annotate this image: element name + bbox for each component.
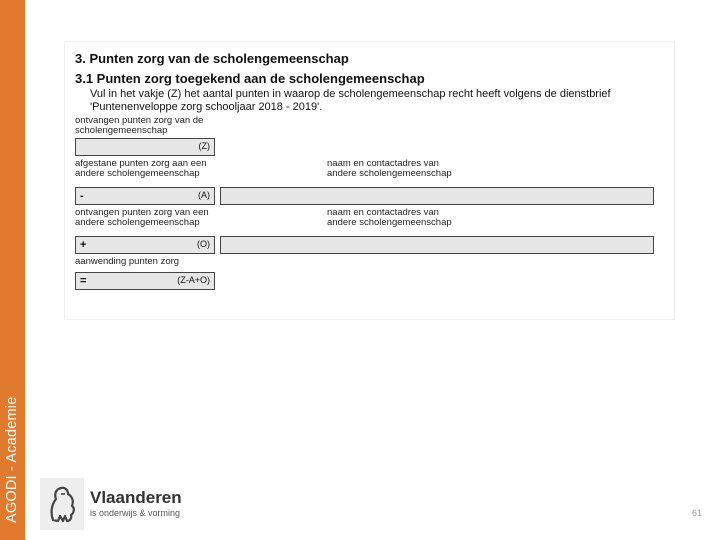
logo-subtitle: is onderwijs & vorming xyxy=(90,508,181,518)
row-total-code: (Z-A+O) xyxy=(177,275,210,285)
field-total[interactable] xyxy=(75,272,215,290)
row-a-right-label: naam en contactadres van andere scholengemeenschap xyxy=(327,158,452,179)
row-a-symbol: - xyxy=(80,190,84,202)
row-z-label: ontvangen punten zorg van de scholengemeenschap xyxy=(75,115,204,136)
lion-icon xyxy=(40,478,84,530)
row-a-label: afgestane punten zorg aan een andere scholengemeenschap xyxy=(75,158,207,179)
logo-title: Vlaanderen xyxy=(90,488,182,507)
field-a[interactable] xyxy=(75,187,215,205)
row-o-right-label: naam en contactadres van andere scholengemeenschap xyxy=(327,207,452,228)
row-a-code: (A) xyxy=(198,190,210,200)
field-o[interactable] xyxy=(75,236,215,254)
row-o-label: ontvangen punten zorg van een andere scholengemeenschap xyxy=(75,207,209,228)
document-image xyxy=(65,42,674,319)
row-z-code: (Z) xyxy=(198,141,210,151)
row-total-symbol: = xyxy=(80,275,87,287)
field-a-contact[interactable] xyxy=(220,187,654,205)
intro-text: Vul in het vakje (Z) het aantal punten in waarop de scholengemeenschap recht heeft volgens de dienstbrief 'Puntenenveloppe zorg schooljaar 2018 - 2019'. xyxy=(90,88,611,113)
field-z[interactable] xyxy=(75,138,215,156)
row-o-code: (O) xyxy=(197,239,210,249)
row-o-symbol: + xyxy=(80,239,87,251)
section-heading: 3. Punten zorg van de scholengemeenschap xyxy=(75,51,349,66)
row-total-label: aanwending punten zorg xyxy=(75,256,180,267)
sidebar xyxy=(0,0,25,540)
sidebar-label: AGODI - Academie xyxy=(4,396,20,523)
field-o-contact[interactable] xyxy=(220,236,654,254)
subsection-heading: 3.1 Punten zorg toegekend aan de scholengemeenschap xyxy=(75,71,425,86)
page-number: 61 xyxy=(692,508,703,518)
